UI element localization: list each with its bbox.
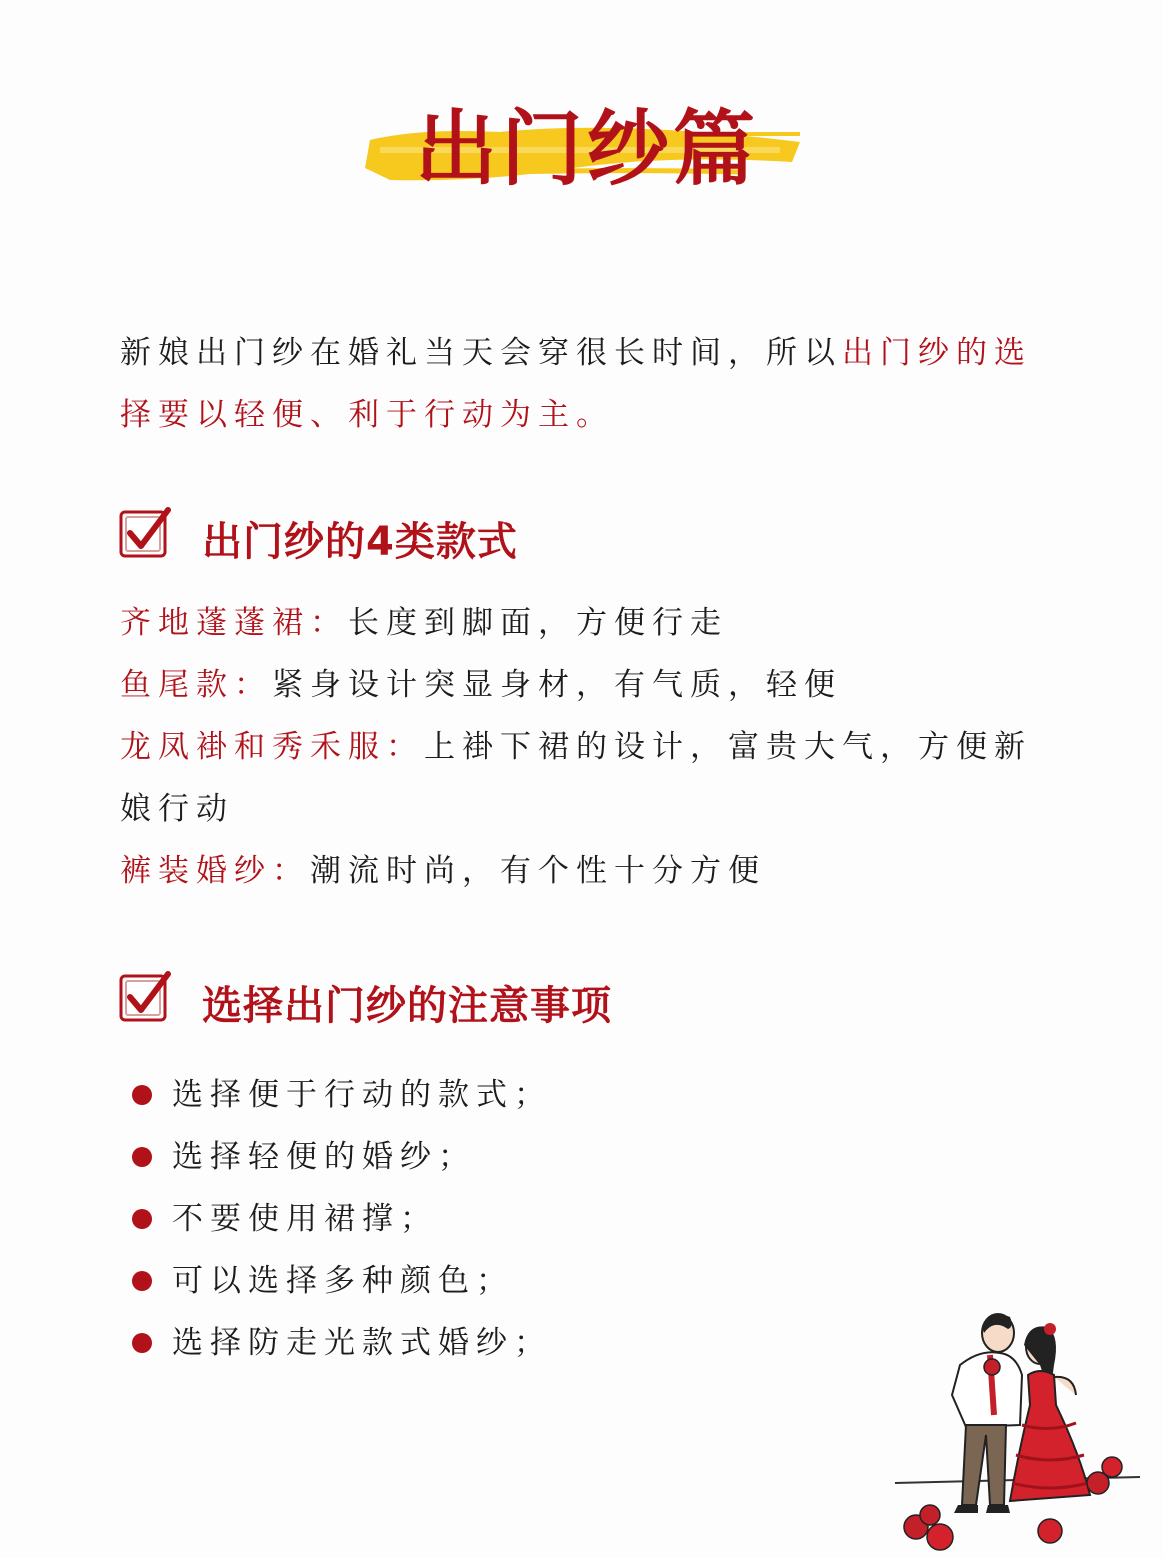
- intro-text: 新娘出门纱在婚礼当天会穿很长时间，所以: [120, 335, 842, 371]
- style-name: 裤装婚纱：: [120, 853, 310, 889]
- couple-illustration: [890, 1305, 1150, 1555]
- groom-figure: [952, 1314, 1022, 1513]
- style-desc: 上褂下裙的设计，富贵大气，方便新娘行动: [120, 729, 1032, 827]
- style-desc: 长度到脚面，方便行走: [348, 605, 728, 641]
- style-name: 鱼尾款：: [120, 667, 272, 703]
- title-banner: [360, 70, 810, 210]
- note-text: 选择防走光款式婚纱；: [172, 1325, 552, 1361]
- bullet-dot-icon: [132, 1209, 152, 1229]
- bullet-dot-icon: [132, 1085, 152, 1105]
- bullet-dot-icon: [132, 1271, 152, 1291]
- section-title: 出门纱的4类款式: [202, 519, 518, 565]
- style-name: 齐地蓬蓬裙：: [120, 605, 348, 641]
- balloons: [904, 1457, 1122, 1550]
- list-item: [132, 1250, 732, 1312]
- checkbox-icon: [118, 970, 172, 1024]
- bullet-dot-icon: [132, 1147, 152, 1167]
- bride-figure: [1010, 1323, 1090, 1501]
- bullet-dot-icon: [132, 1333, 152, 1353]
- intro-highlight: 出门纱的选择要以轻便、利于行动为主。: [120, 335, 1032, 433]
- page-title: 出门纱篇: [415, 101, 760, 197]
- section-heading-styles: [118, 506, 818, 566]
- note-text: 选择便于行动的款式；: [172, 1077, 552, 1113]
- section-title: 选择出门纱的注意事项: [202, 983, 612, 1029]
- list-item: [120, 654, 1050, 716]
- style-desc: 紧身设计突显身材，有气质，轻便: [272, 667, 842, 703]
- note-text: 可以选择多种颜色；: [172, 1263, 514, 1299]
- list-item: [132, 1188, 732, 1250]
- section-heading-notes: [118, 970, 818, 1030]
- list-item: [120, 840, 1050, 902]
- notes-list: [132, 1064, 732, 1374]
- style-name: 龙凤褂和秀禾服：: [120, 729, 424, 765]
- note-text: 不要使用裙撑；: [172, 1201, 438, 1237]
- list-item: [120, 592, 1050, 654]
- list-item: [132, 1064, 732, 1126]
- list-item: [120, 716, 1050, 840]
- style-desc: 潮流时尚，有个性十分方便: [310, 853, 766, 889]
- intro-paragraph: [120, 322, 1040, 446]
- list-item: [132, 1312, 732, 1374]
- note-text: 选择轻便的婚纱；: [172, 1139, 476, 1175]
- styles-list: [120, 592, 1050, 902]
- list-item: [132, 1126, 732, 1188]
- checkbox-icon: [118, 506, 172, 560]
